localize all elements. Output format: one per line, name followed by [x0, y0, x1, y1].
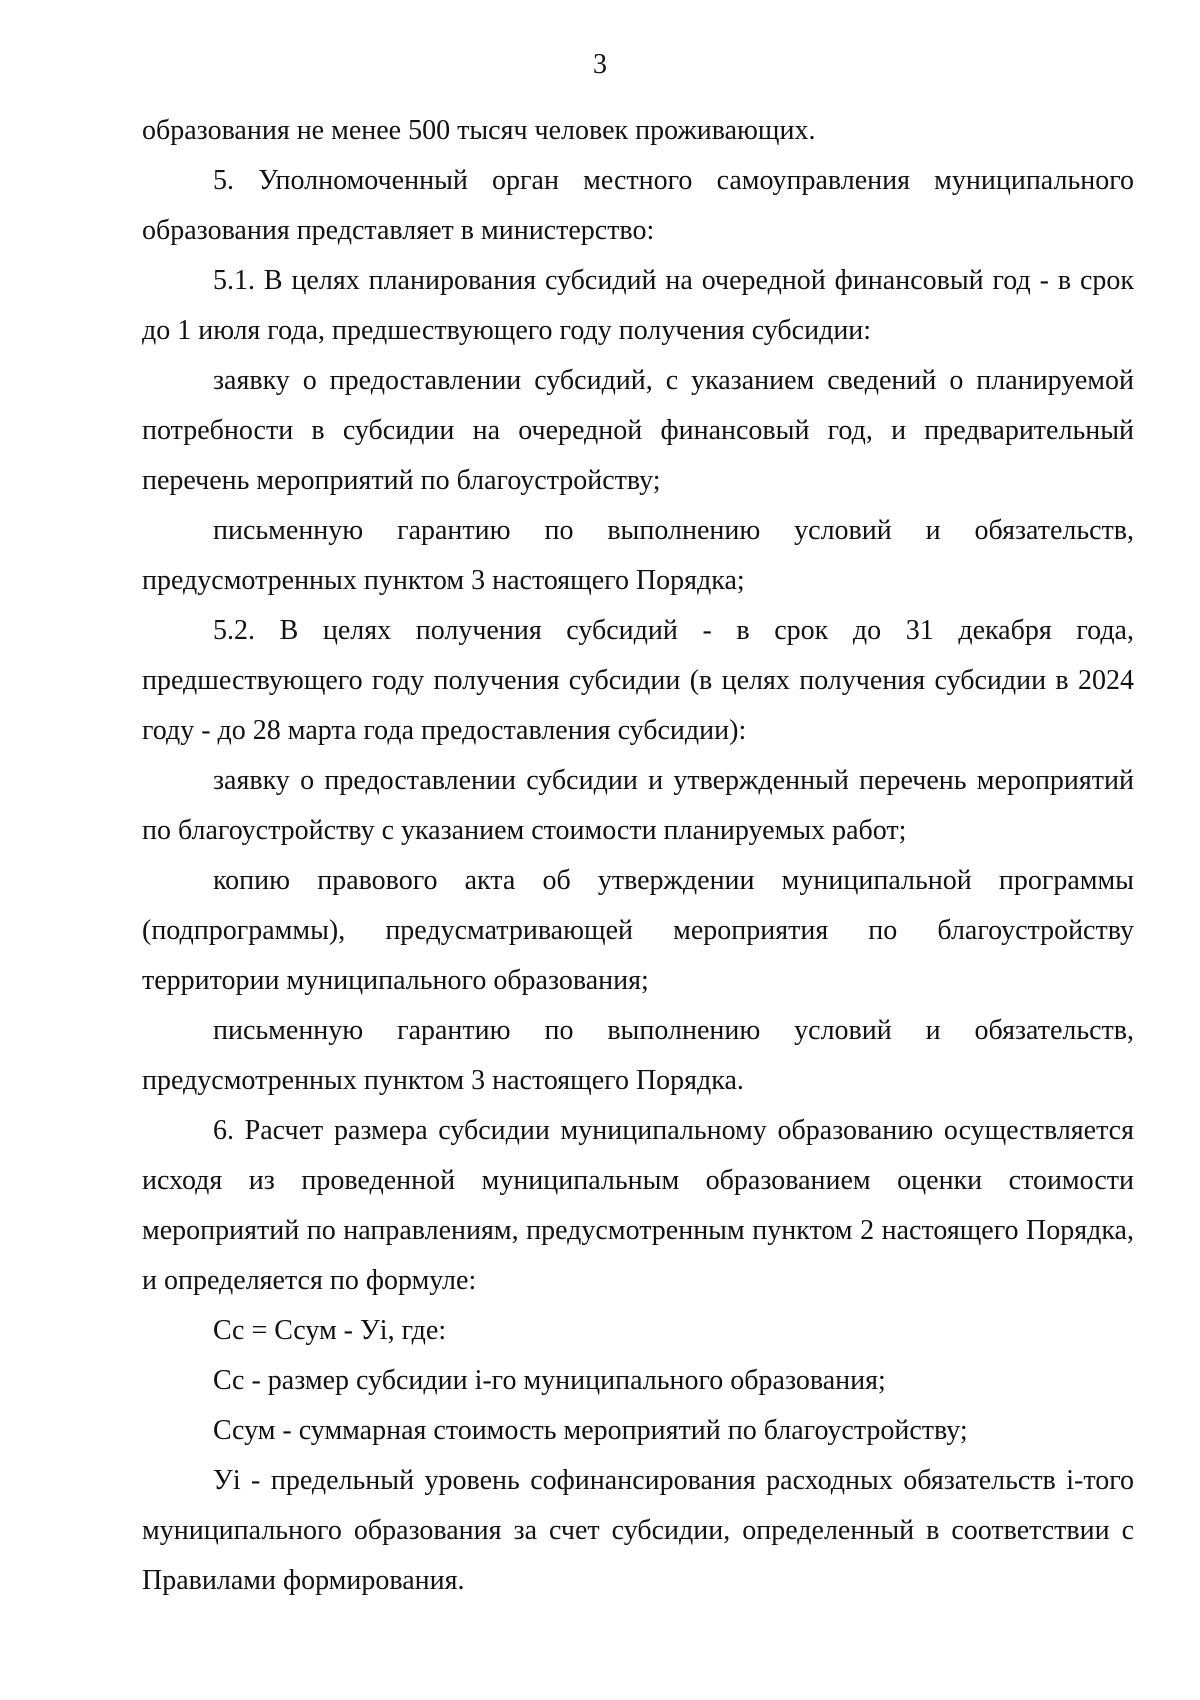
paragraph: заявку о предоставлении субсидий, с указанием сведений о планируемой потребности в субсидии на очередной финансовый год, и предварительный перечень мероприятий по благоустройству;	[142, 365, 1134, 496]
paragraph: 5.1. В целях планирования субсидий на очередной финансовый год - в срок до 1 июля года, предшествующего году получения субсидии:	[142, 265, 1134, 346]
paragraph: копию правового акта об утверждении муниципальной программы (подпрограммы), предусматривающей мероприятия по благоустройству территории муниципального образования;	[142, 865, 1134, 996]
paragraph: Сс = Ссум - Уi, где:	[213, 1315, 447, 1346]
paragraph: 5. Уполномоченный орган местного самоуправления муниципального образования представляет в министерство:	[142, 165, 1134, 246]
paragraph: 6. Расчет размера субсидии муниципальному образованию осуществляется исходя из проведенной муниципальным образованием оценки стоимости мероприятий по направлениям, предусмотренным пунктом 2 настоящего Порядка, и определяется по формуле:	[142, 1115, 1134, 1296]
paragraph: 5.2. В целях получения субсидий - в срок до 31 декабря года, предшествующего году получения субсидии (в целях получения субсидии в 2024 году - до 28 марта года предоставления субсидии):	[142, 615, 1134, 746]
paragraph: Ссум - суммарная стоимость мероприятий по благоустройству;	[213, 1415, 968, 1446]
paragraph: Сс - размер субсидии i-го муниципального образования;	[213, 1365, 886, 1396]
paragraph: письменную гарантию по выполнению условий и обязательств, предусмотренных пунктом 3 настоящего Порядка.	[142, 1015, 1134, 1096]
paragraph: заявку о предоставлении субсидии и утвержденный перечень мероприятий по благоустройству с указанием стоимости планируемых работ;	[142, 765, 1134, 846]
paragraph: образования не менее 500 тысяч человек проживающих.	[142, 115, 816, 146]
paragraph: письменную гарантию по выполнению условий и обязательств, предусмотренных пунктом 3 настоящего Порядка;	[142, 515, 1134, 596]
page-number: 3	[593, 49, 607, 80]
document-body	[142, 106, 1134, 1606]
paragraph: Уi - предельный уровень софинансирования расходных обязательств i-того муниципального образования за счет субсидии, определенный в соответствии с Правилами формирования.	[142, 1465, 1134, 1596]
